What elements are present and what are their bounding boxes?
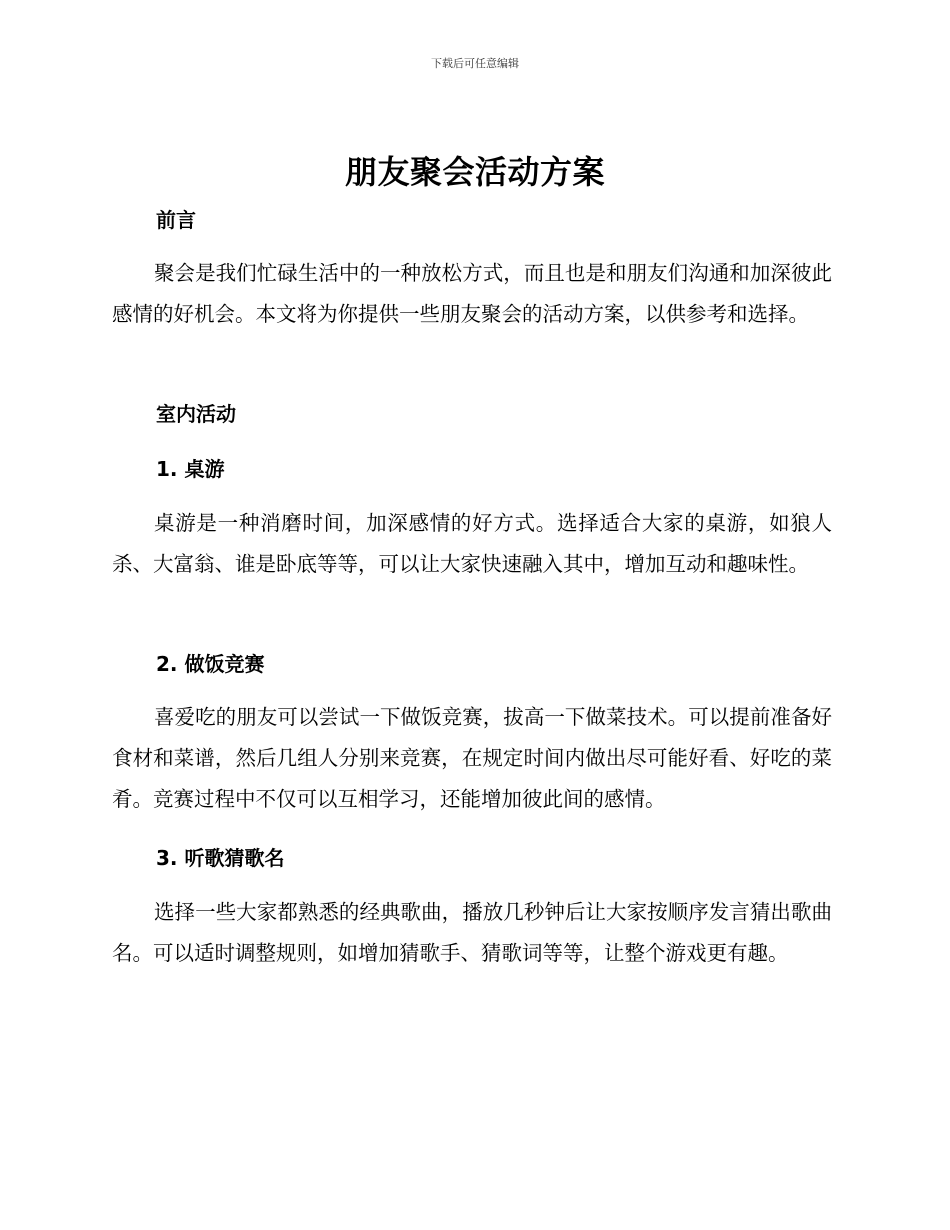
section-heading-preface: 前言 bbox=[156, 208, 196, 232]
header-note: 下载后可任意编辑 bbox=[431, 57, 519, 70]
section-paragraph-guess-song: 选择一些大家都熟悉的经典歌曲，播放几秒钟后让大家按顺序发言猜出歌曲名。可以适时调整规则，如增加猜歌手、猜歌词等等，让整个游戏更有趣。 bbox=[112, 900, 832, 965]
document-title: 朋友聚会活动方案 bbox=[344, 153, 605, 191]
section-heading-indoor-activities: 室内活动 bbox=[156, 402, 236, 426]
section-heading-board-games: 1. 桌游 bbox=[156, 457, 225, 481]
section-paragraph-cooking-contest: 喜爱吃的朋友可以尝试一下做饭竞赛，拔高一下做菜技术。可以提前准备好食材和菜谱，然后几组人分别来竞赛，在规定时间内做出尽可能好看、好吃的菜肴。竞赛过程中不仅可以互相学习，还能增加彼此间的感情。 bbox=[112, 705, 832, 811]
section-heading-cooking-contest: 2. 做饭竞赛 bbox=[156, 652, 265, 676]
section-paragraph-board-games: 桌游是一种消磨时间，加深感情的好方式。选择适合大家的桌游，如狼人杀、大富翁、谁是卧底等等，可以让大家快速融入其中，增加互动和趣味性。 bbox=[112, 511, 832, 576]
section-paragraph-preface: 聚会是我们忙碌生活中的一种放松方式，而且也是和朋友们沟通和加深彼此感情的好机会。本文将为你提供一些朋友聚会的活动方案，以供参考和选择。 bbox=[112, 261, 832, 326]
section-heading-guess-song: 3. 听歌猜歌名 bbox=[156, 846, 285, 870]
